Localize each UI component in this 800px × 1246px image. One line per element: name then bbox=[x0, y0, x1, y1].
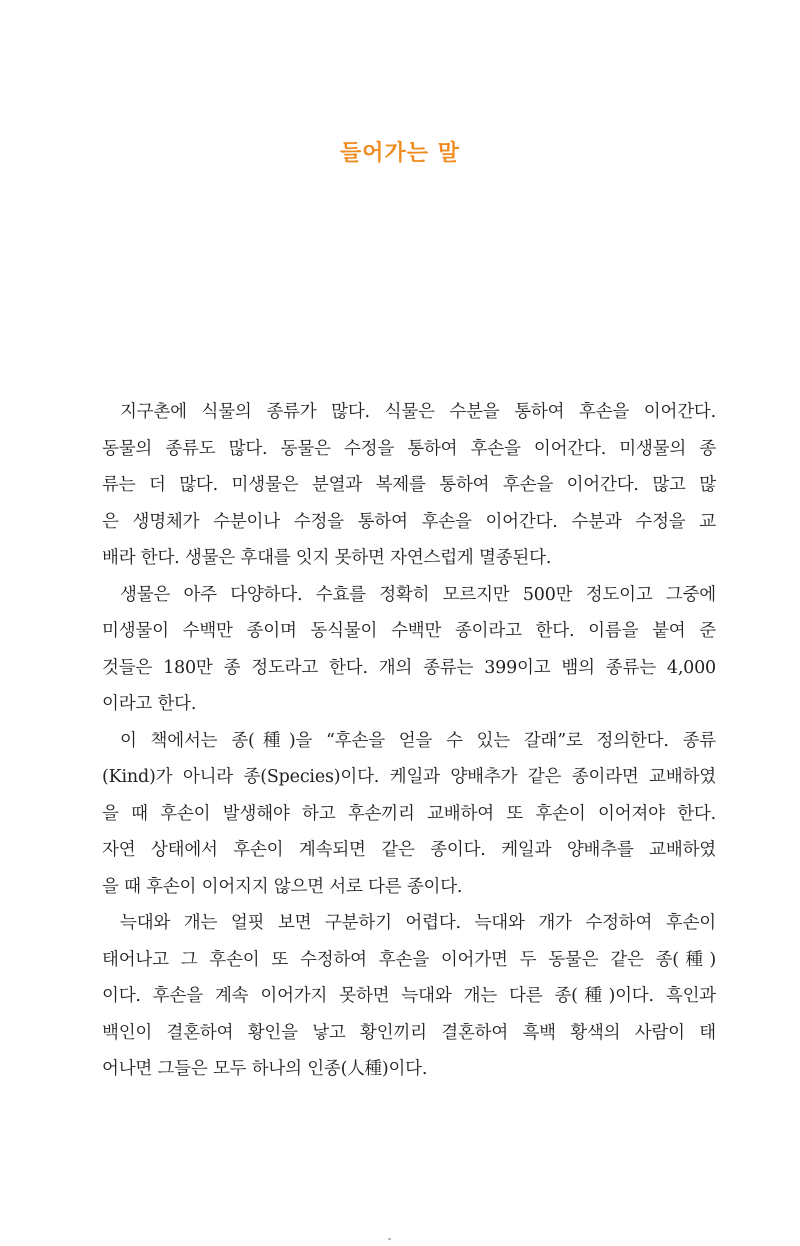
text-line: 이다. 후손을 계속 이어가지 못하면 늑대와 개는 다른 종(種)이다. 흑인과 bbox=[102, 986, 716, 1006]
text-line: 동물의 종류도 많다. 동물은 수정을 통하여 후손을 이어간다. 미생물의 종 bbox=[102, 438, 716, 459]
text-line: (Kind)가 아니라 종(Species)이다. 케일과 양배추가 같은 종이라면 교배하였 bbox=[102, 767, 716, 787]
text-line: 미생물이 수백만 종이며 동식물이 수백만 종이라고 한다. 이름을 붙여 준 bbox=[102, 621, 716, 641]
paragraph-1 bbox=[102, 394, 716, 577]
chapter-title: 들어가는 말 bbox=[340, 141, 460, 166]
paragraph-4 bbox=[102, 905, 716, 1088]
text-line: 류는 더 많다. 미생물은 분열과 복제를 통하여 후손을 이어간다. 많고 많 bbox=[102, 475, 716, 495]
body-text bbox=[102, 394, 716, 1088]
paragraph-3 bbox=[102, 723, 716, 906]
text-line: 을 때 후손이 이어지지 않으면 서로 다른 종이다. bbox=[102, 876, 463, 897]
paragraph-2 bbox=[102, 577, 716, 723]
text-line: 이라고 한다. bbox=[102, 694, 197, 714]
text-line: 것들은 180만 종 정도라고 한다. 개의 종류는 399이고 뱀의 종류는 4,000 bbox=[102, 657, 716, 678]
text-line: 을 때 후손이 발생해야 하고 후손끼리 교배하여 또 후손이 이어져야 한다. bbox=[102, 803, 716, 824]
text-line: 태어나고 그 후손이 또 수정하여 후손을 이어가면 두 동물은 같은 종(種) bbox=[102, 949, 716, 970]
text-line: 백인이 결혼하여 황인을 낳고 황인끼리 결혼하여 흑백 황색의 사람이 태 bbox=[102, 1022, 716, 1043]
text-line: 배라 한다. 생물은 후대를 잇지 못하면 자연스럽게 멸종된다. bbox=[102, 548, 552, 568]
text-line: 이 책에서는 종(種)을 “후손을 얻을 수 있는 갈래”로 정의한다. 종류 bbox=[120, 730, 716, 751]
text-line: 자연 상태에서 후손이 계속되면 같은 종이다. 케일과 양배추를 교배하였 bbox=[102, 840, 716, 860]
text-line: 은 생명체가 수분이나 수정을 통하여 후손을 이어간다. 수분과 수정을 교 bbox=[102, 511, 716, 532]
text-line: 생물은 아주 다양하다. 수효를 정확히 모르지만 500만 정도이고 그중에 bbox=[120, 584, 716, 605]
page-mark bbox=[388, 1238, 391, 1240]
text-line: 어나면 그들은 모두 하나의 인종(人種)이다. bbox=[102, 1059, 428, 1079]
text-line: 지구촌에 식물의 종류가 많다. 식물은 수분을 통하여 후손을 이어간다. bbox=[120, 402, 716, 422]
text-line: 늑대와 개는 얼핏 보면 구분하기 어렵다. 늑대와 개가 수정하여 후손이 bbox=[120, 913, 716, 933]
